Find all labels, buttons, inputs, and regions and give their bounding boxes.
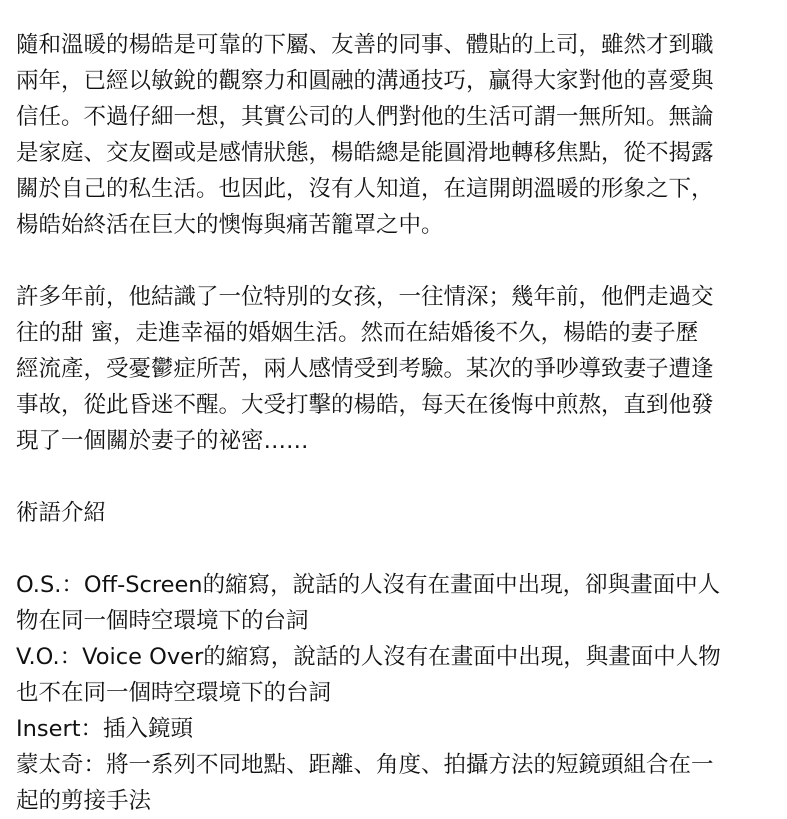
term-line: Insert：插入鏡頭 — [16, 716, 194, 742]
term-line: 物在同一個時空環境下的台詞 — [16, 608, 309, 634]
text-line: 許多年前，他結識了一位特別的女孩，一往情深；幾年前，他們走過交 — [16, 284, 714, 310]
document-body — [16, 27, 771, 819]
synopsis-paragraph-2 — [16, 279, 771, 459]
text-line: 現了一個關於妻子的祕密…… — [16, 428, 309, 454]
term-line: 蒙太奇：將一系列不同地點、距離、角度、拍攝方法的短鏡頭組合在一 — [16, 752, 714, 778]
term-line: 也不在同一個時空環境下的台詞 — [16, 680, 332, 706]
term-line: O.S.：Off-Screen的縮寫，說話的人沒有在畫面中出現，卻與畫面中人 — [16, 572, 721, 598]
text-line: 隨和溫暖的楊皓是可靠的下屬、友善的同事、體貼的上司，雖然才到職 — [16, 32, 714, 58]
text-line: 經流產，受憂鬱症所苦，兩人感情受到考驗。某次的爭吵導致妻子遭逢 — [16, 356, 714, 382]
term-line: V.O.：Voice Over的縮寫，說話的人沒有在畫面中出現，與畫面中人物 — [16, 644, 721, 670]
text-line: 兩年，已經以敏銳的觀察力和圓融的溝通技巧，贏得大家對他的喜愛與 — [16, 68, 714, 94]
term-line: 起的剪接手法 — [16, 788, 152, 814]
text-line: 往的甜 蜜，走進幸福的婚姻生活。然而在結婚後不久，楊皓的妻子歷 — [16, 320, 699, 346]
text-line: 事故，從此昏迷不醒。大受打擊的楊皓，每天在後悔中煎熬，直到他發 — [16, 392, 714, 418]
text-line: 楊皓始終活在巨大的懊悔與痛苦籠罩之中。 — [16, 212, 444, 238]
terms-heading — [16, 495, 771, 531]
terms-list — [16, 567, 771, 819]
section-heading: 術語介紹 — [16, 500, 107, 526]
text-line: 是家庭、交友圈或是感情狀態，楊皓總是能圓滑地轉移焦點，從不揭露 — [16, 140, 714, 166]
text-line: 關於自己的私生活。也因此，沒有人知道，在這開朗溫暖的形象之下， — [16, 176, 714, 202]
paragraph-spacer — [16, 459, 771, 495]
text-line: 信任。不過仔細一想，其實公司的人們對他的生活可謂一無所知。無論 — [16, 104, 714, 130]
paragraph-spacer — [16, 531, 771, 567]
synopsis-paragraph-1 — [16, 27, 771, 243]
paragraph-spacer — [16, 243, 771, 279]
